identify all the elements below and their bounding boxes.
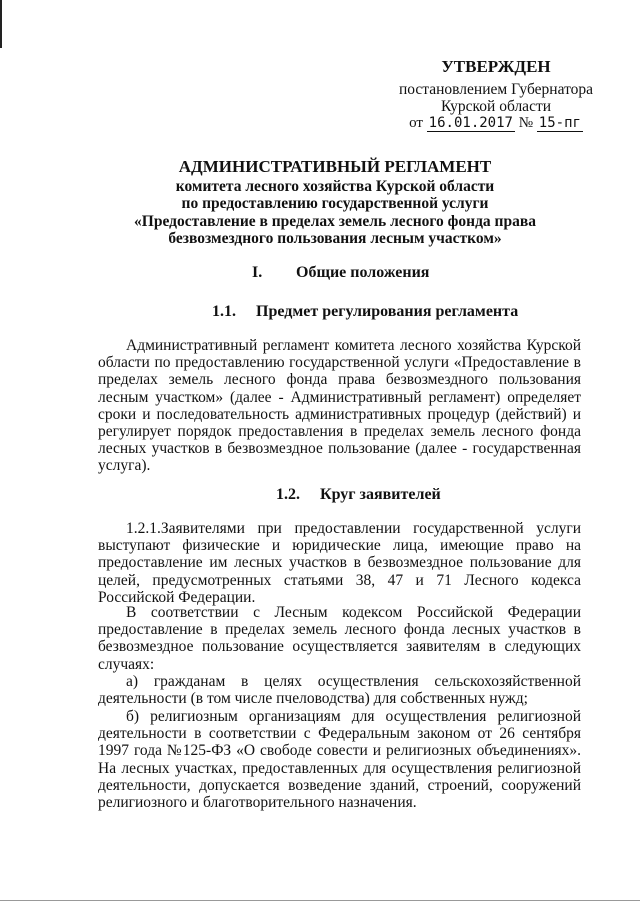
section-heading-1-1 <box>212 303 518 321</box>
paragraph-text: б) религиозным организациям для осуществления религиозной деятельности в соответствии с Федеральным законом от 26 сентября 1997 года №125-ФЗ «О свободе совести и религиозных объединениях». На лесных участках, предоставленных для осуществления религиозной деятельности, допускается возведение зданий, строений, сооружений религиозного и благотворительного назначения. <box>98 708 581 812</box>
decree-date: 16.01.2017 <box>428 115 513 131</box>
section-number: 1.1. <box>212 303 236 320</box>
paragraph-subject <box>98 337 581 475</box>
number-prefix: № <box>518 115 534 131</box>
paragraph-item-a <box>98 673 581 707</box>
paragraph-text: Административный регламент комитета лесного хозяйства Курской области по предоставлению государственной услуги «Предоставление в пределах земель лесного фонда права безвозмездного пользования лесным участком» (далее - Административный регламент) определяет сроки и последовательность административных процедур (действий) и регулирует порядок предоставления в пределах земель лесного фонда лесных участков в безвозмездное пользование (далее - государственная услуга). <box>98 337 581 475</box>
approved-heading: УТВЕРЖДЕН <box>441 57 551 76</box>
title-line-3: по предоставлению государственной услуги <box>181 195 489 212</box>
paragraph-text: 1.2.1.Заявителями при предоставлении государственной услуги выступают физические и юридические лица, имеющие право на предоставление им лесных участков в безвозмездное пользование для целей, предусмотренных статьями 38, 47 и 71 Лесного кодекса Российской Федерации. <box>98 520 581 606</box>
section-title: Круг заявителей <box>320 486 441 503</box>
paragraph-text: а) гражданам в целях осуществления сельскохозяйственной деятельности (в том числе пчеловодства) для собственных нужд; <box>98 673 581 708</box>
title-line-4: «Предоставление в пределах земель лесного фонда права <box>134 212 536 230</box>
section-number: 1.2. <box>276 486 300 503</box>
scan-edge-line-bottom <box>0 900 640 901</box>
section-heading-1-2 <box>276 486 441 504</box>
section-number: I. <box>252 264 263 281</box>
section-title: Предмет регулирования регламента <box>256 303 519 320</box>
approval-stamp <box>396 58 596 132</box>
approval-line-1: постановлением Губернатора <box>398 81 594 98</box>
document-title <box>120 158 550 248</box>
title-line-2: комитета лесного хозяйства Курской области <box>175 177 495 195</box>
paragraph-item-b <box>98 708 581 811</box>
title-line-5: безвозмездного пользования лесным участком» <box>168 230 502 247</box>
date-prefix: от <box>409 115 423 131</box>
paragraph-accordance <box>98 604 581 673</box>
paragraph-text: В соответствии с Лесным кодексом Российской Федерации предоставление в пределах земель лесного фонда лесных участков в безвозмездное пользование осуществляется заявителям в следующих случаях: <box>98 604 581 673</box>
decree-date-number <box>396 115 596 132</box>
title-main: АДМИНИСТРАТИВНЫЙ РЕГЛАМЕНТ <box>178 157 492 176</box>
approval-line-2: Курской области <box>440 98 552 115</box>
section-heading-1 <box>252 264 429 282</box>
scan-edge-line <box>0 0 2 48</box>
decree-number: 15-пг <box>538 115 581 131</box>
paragraph-applicants <box>98 520 581 606</box>
section-title: Общие положения <box>296 264 430 281</box>
